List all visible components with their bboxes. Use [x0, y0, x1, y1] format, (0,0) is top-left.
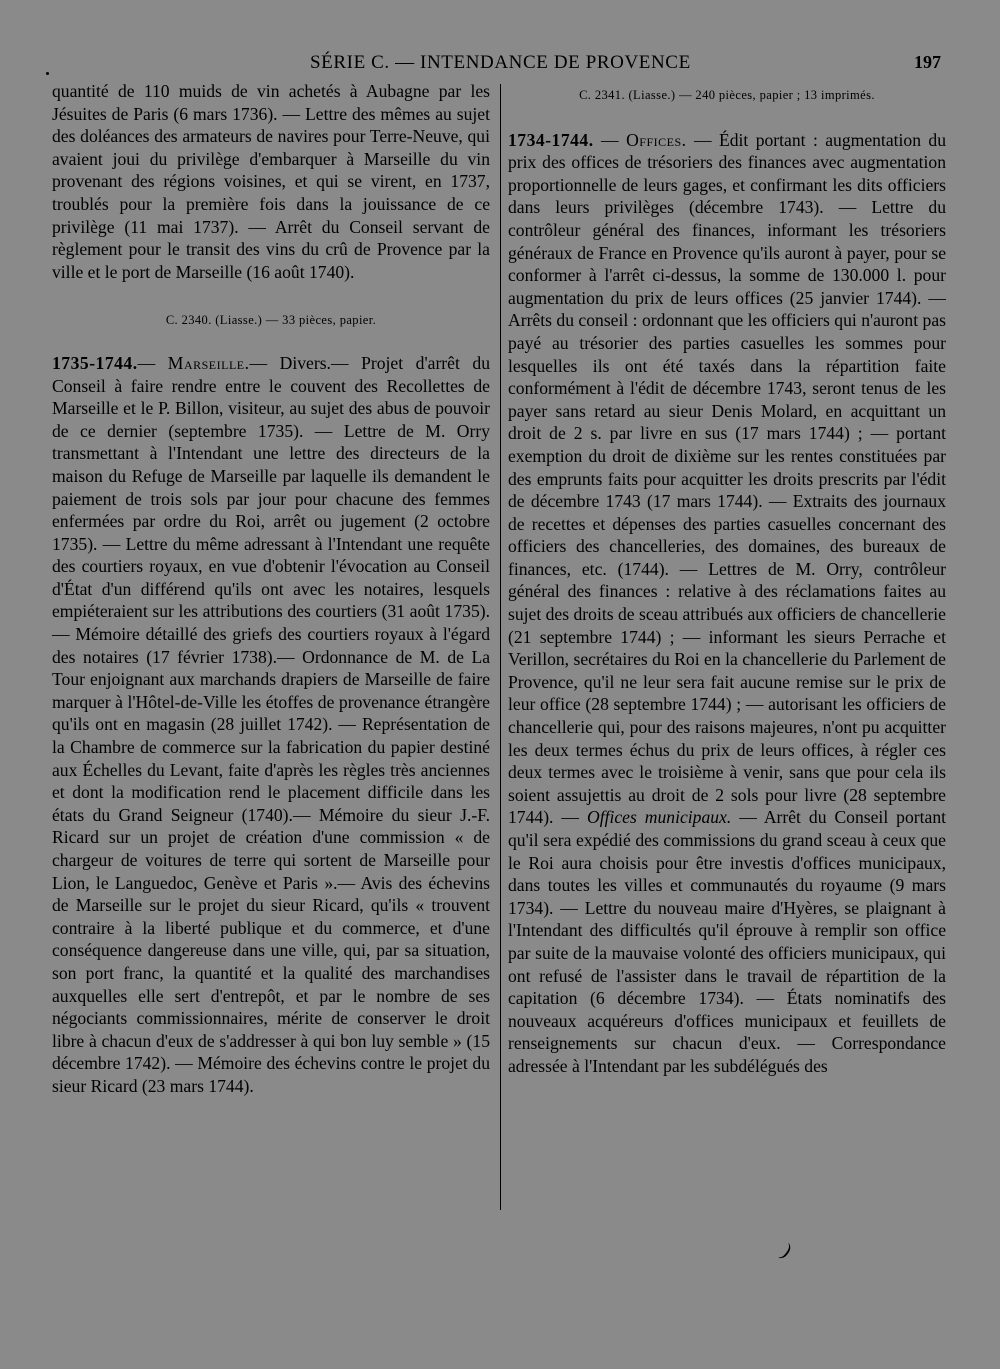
continuation-paragraph: quantité de 110 muids de vin achetés à Aubagne par les Jésuites de Paris (6 mars 1736). — Lettre des mêmes au sujet des doléances des armateurs de navires pour Terre-Neuve, qui avaient joui du privilège d'embarquer à Marseille du vin provenant des régions voisines, et qui se virent, en 1737, troublés pour la première fois dans la jouissance de ce privilège (11 mai 1737). — Arrêt du Conseil servant de règlement pour le transit des vins du crû de Provence par la ville et le port de Marseille (16 août 1740).	[52, 81, 490, 282]
entry-date: 1735-1744.	[52, 352, 138, 373]
ink-mark: )	[777, 1240, 796, 1263]
entry-paragraph	[52, 352, 490, 1098]
entry-dash: —	[593, 129, 627, 150]
entry-date: 1734-1744.	[508, 129, 594, 150]
entry-text: — Divers.— Projet d'arrêt du Conseil à faire rendre entre le couvent des Recollettes de Marseille et le P. Billon, visiteur, au sujet des abus de pouvoir de ce dernier (septembre 1735). — Lettre de M. Orry transmettant à l'Intendant une lettre des directeurs de la maison du Refuge de Marseille par laquelle ils demandent le paiement de trois sols par jour pour chacune des femmes enfermées par ordre du Roi, arrêt ou jugement (2 octobre 1735). — Lettre du même adressant à l'Intendant une requête des courtiers royaux, en vue d'obtenir l'évocation au Conseil d'État d'un différend qu'ils ont avec les notaires, lesquels empiéteraient sur les attributions des courtiers (31 août 1735).— Mémoire détaillé des griefs des courtiers royaux à l'égard des notaires (17 février 1738).— Ordonnance de M. de La Tour enjoignant aux marchands drapiers de Marseille de faire marquer à l'Hôtel-de-Ville les étoffes de provenance étrangère qu'ils ont en magasin (28 juillet 1742). — Représentation de la Chambre de commerce sur la fabrication du papier destiné aux Échelles du Levant, faite d'après les règles très anciennes et dont la modification rend le placement difficile dans les états du Grand Seigneur (1740).— Mémoire du sieur J.-F. Ricard sur un projet de création d'une commission « de chargeur de voitures de terre qui sortent de Marseille pour Lion, le Languedoc, Genève et Paris ».— Avis des échevins de Marseille sur le projet du sieur Ricard, qu'ils « trouvent contraire à la liberté publique et du commerce, et d'une conséquence dangereuse dans une ville, qui, par sa situation, son port franc, la quantité et la qualité des marchandises auxquelles elle sert d'entrepôt, et par le nombre de ses négociants commissionnaires, mérite de conserver le droit libre à chacun d'eux de s'addresser à qui bon luy semble » (15 décembre 1742). — Mémoire des échevins contre le projet du sieur Ricard (23 mars 1744).	[52, 352, 490, 1096]
entry-subject: Offices.	[626, 129, 687, 150]
right-column	[508, 80, 946, 1078]
subsection-title: Offices municipaux.	[586, 807, 732, 828]
archive-cote: C. 2341. (Liasse.) — 240 pièces, papier ; 13 imprimés.	[579, 88, 875, 102]
column-divider	[500, 84, 501, 1210]
running-head: SÉRIE C. — INTENDANCE DE PROVENCE	[310, 52, 691, 73]
page-number: 197	[914, 52, 941, 72]
archive-cote: C. 2340. (Liasse.) — 33 pièces, papier.	[165, 313, 377, 328]
left-column	[52, 80, 490, 1098]
entry-dash: —	[137, 352, 168, 373]
subsection-dash: —	[561, 807, 587, 828]
entry-text: — Édit portant : augmentation du prix des offices de trésoriers des finances avec augmentation proportionnelle de leurs gages, et confirmant les dits officiers dans leurs privilèges (décembre 1743). — Lettre du contrôleur général des finances, informant les trésoriers généraux de France en Provence qu'ils auront à payer, pour se conformer à l'arrêt ci-dessus, la somme de 130.000 l. pour augmentation du prix de leurs offices (25 janvier 1744). — Arrêts du conseil : ordonnant que les officiers qui n'auront pas payé au trésorier des parties casuelles les sommes pour lesquelles ils ont été taxés dans la répartition faite conformément à l'édit de décembre 1743, seront tenus de les payer sans retard au sieur Denis Molard, en acquittant un droit de 2 s. par livre en sus (17 mars 1744) ; — portant exemption du droit de dixième sur les rentes constituées par des emprunts faits pour acquitter les droits prescrits par l'édit de décembre 1743 (17 mars 1744). — Extraits des journaux de recettes et dépenses des parties casuelles concernant des officiers des chancelleries, des domaines, des bureaux de finances, etc. (1744). — Lettres de M. Orry, contrôleur général des finances : relative à des réclamations faites au sujet des droits de sceau attribués aux officiers de chancellerie (21 septembre 1744) ; — informant les sieurs Perrache et Verillon, secrétaires du Roi en la chancellerie du Parlement de Provence, qu'il ne leur sera fait aucune remise sur le prix de leur office (28 septembre 1744) ; — autorisant les officiers de chancellerie qui, pour des raisons majeures, n'ont pu acquitter les deux termes échus du prix de leurs offices, à régler ces deux termes avec le troisième à venir, sans que pour cela ils soient assujettis au droit de 2 sols pour livre (28 septembre 1744).	[508, 129, 947, 828]
entry-subject: Marseille.	[167, 352, 250, 373]
page-header	[0, 52, 1000, 76]
entry-text-continued: — Arrêt du Conseil portant qu'il sera expédié des commissions du grand sceau à ceux que le Roi aura choisis pour être investis d'offices municipaux, dans toutes les villes et communautés du royaume (9 mars 1734). — Lettre du nouveau maire d'Hyères, se plaignant à l'Intendant des difficultés qu'il éprouve à remplir son office par suite de la mauvaise volonté des officiers municipaux, qui ont refusé de l'assister dans le travail de répartition de la capitation (6 décembre 1734). — États nominatifs des nouveaux acquéreurs d'offices municipaux et feuillets de renseignements sur chacun d'eux. — Correspondance adressée à l'Intendant par les subdélégués des	[508, 807, 947, 1076]
entry-paragraph	[508, 129, 946, 1078]
